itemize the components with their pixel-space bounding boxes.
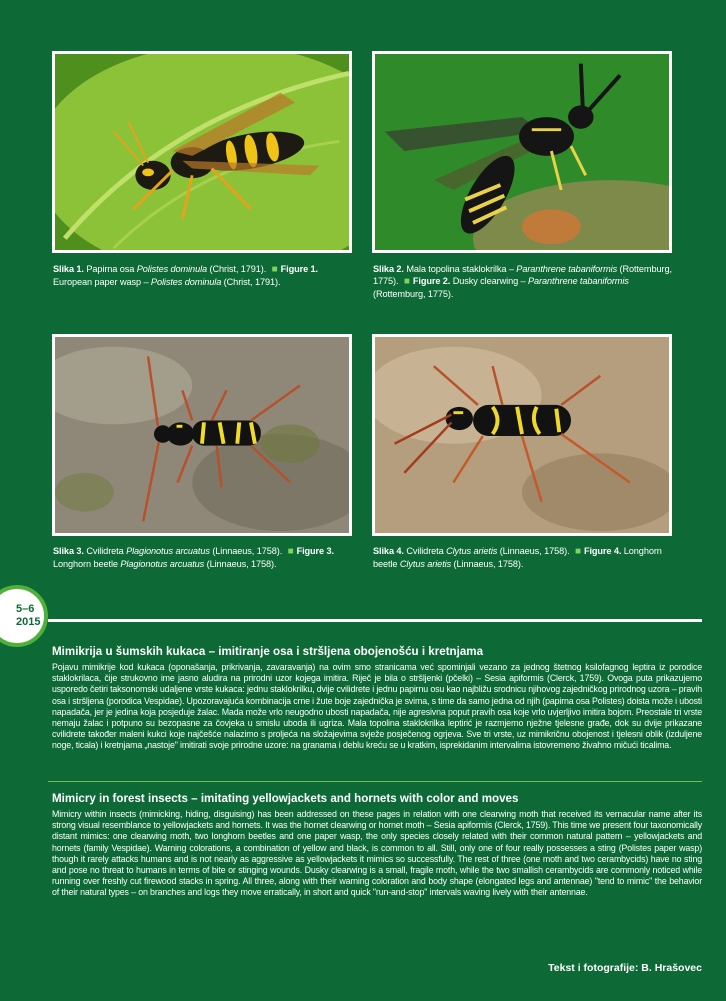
figure-1-species-en: Polistes dominula: [150, 277, 222, 287]
figure-3-species-en: Plagionotus arcuatus: [120, 559, 205, 569]
figure-4-text-hr: Cvilidreta: [403, 546, 447, 556]
figure-1-text-en: European paper wasp –: [53, 277, 151, 287]
figure-4-authority-en: (Linnaeus, 1758).: [451, 559, 524, 569]
photo-paper-wasp: [52, 51, 352, 253]
article-title-hr: Mimikrija u šumskih kukaca – imitiranje osa i stršljena obojenošću i kretnjama: [52, 645, 484, 658]
figure-3-label-en: Figure 3.: [296, 546, 334, 556]
figure-3-text-en: Longhorn beetle: [53, 559, 121, 569]
photo-clytus: [372, 334, 672, 536]
figure-2-text-en: Dusky clearwing –: [450, 276, 529, 286]
figure-2-authority-hr: (Rottemburg, 1775).: [373, 264, 672, 286]
figure-4-species-en: Clytus arietis: [399, 559, 452, 569]
figure-2-species-hr: Paranthrene tabaniformis: [516, 264, 618, 274]
article-body-hr: Pojavu mimikrije kod kukaca (oponašanja, prikrivanja, zavaravanja) na ovim smo stranicama već spominjali vezano za jednog štetnog ksilofagnog leptira iz porodice staklokrilaca, čije strukovno ime jasno aludira na prirodni uzor kojega imitira. Riječ je bila o stršljenki (pčelki) – Sesia apiformis (Clerck, 1759). Ovoga puta prikazujemo usporedo četiri taksonomski udaljene vrste kukaca: jednu staklokrilku, dvije cvilidrete i jednu papirnu osu kao najbližu srodnicu njihovog zajedničkog prirodnog uzora – pravih osa i stršljena (porodica Vespidae). Upozoravajuća kombinacija crne i žute boje zajednička je svima, s time da samo jedna od njih (papirna osa Polistes) doista može i ubosti napadača, jer je jedina koja posjeduje žalac. Mada može vrlo neugodno ubosti napadača, nije agresivna poput pravih osa koje vrlo uvjerljivo imitira bojom. Preostale tri vrste nemaju žalac i potpuno su bezopasne za čovjeka u smislu uboda ili ugriza. Mala topolina staklokrilka leptirić je razmjerno nježne tjelesne građe, dok su dvije prikazane cvilidrete također maleni kukci koje najčešće nalazimo s proljeća na složajevima svježe posječenog ogrjeva. Sve tri vrste, uz mimikričnu obojenost i tjelesni oblik (izduljene noge, ticala) i kretnjama „nastoje" imitirati svoje prirodne uzore: na granama i deblu kreću se u kratkim, isprekidanim intervalima istovremeno živahno mičući ticalima.: [52, 662, 702, 751]
figure-4-label-en: Figure 4.: [583, 546, 622, 556]
dusky-clearwing-image: [375, 54, 669, 250]
square-bullet-icon: ■: [403, 276, 410, 287]
issue-number: 5–6: [16, 603, 35, 615]
plagionotus-image: [55, 337, 349, 533]
figure-1-label-hr: Slika 1.: [53, 264, 84, 274]
figure-2-text-hr: Mala topolina staklokrilka –: [403, 264, 517, 274]
article-body-en: Mimicry within insects (mimicking, hiding, disguising) has been addressed on these pages in relation with one clearwing moth that received its vernacular name after its strong visual resemblance to yellowjackets and hornets. It was the hornet clearwing or hornet moth – Sesia apiformis (Clerck, 1759). This time we present four taxonomically distant mimics: one clearwing moth, two longhorn beetles and one paper wasp, the only species closely related with their common natural pattern – yellowjackets and hornets (family Vespidae). Warning colorations, a combination of yellow and black, is common to all. Still, only one of four really possesses a sting (Polistes paper wasp) though it rarely attacks humans and is not nearly as aggressive as yellowjackets it mimics so successfully. The rest of three (one moth and two cerambycids) have no sting and pose no threat to humans in terms of bite or stinging wounds. Dusky clearwing is a small, fragile moth, while the two smallish cerambycids are commonly noticed while running over freshly cut firewood stacks in spring. All three, along with their warning coloration and body shape (elongated legs and antennae) "tend to mimic" the behavior of their natural types – on branches and logs they move erratically, in short and quick "run-and-stop" intervals waving lively with their antennae.: [52, 809, 702, 898]
figure-1-species-hr: Polistes dominula: [136, 264, 208, 274]
square-bullet-icon: ■: [271, 264, 278, 275]
figure-2-label-hr: Slika 2.: [373, 264, 404, 274]
figure-1-authority-hr: (Christ, 1791).: [207, 264, 269, 274]
figure-3-caption: [53, 545, 353, 570]
figure-3-authority-en: (Linnaeus, 1758).: [204, 559, 277, 569]
language-divider: [48, 781, 702, 782]
square-bullet-icon: ■: [574, 546, 581, 557]
issue-year: 2015: [16, 616, 41, 628]
article-title-en: Mimicry in forest insects – imitating yellowjackets and hornets with color and moves: [52, 792, 519, 805]
figure-4-text-en: Longhorn beetle: [373, 546, 662, 569]
section-divider: [48, 619, 702, 622]
square-bullet-icon: ■: [287, 546, 294, 557]
figure-2-species-en: Paranthrene tabaniformis: [528, 276, 629, 286]
figure-3-authority-hr: (Linnaeus, 1758).: [209, 546, 285, 556]
figure-3-label-hr: Slika 3.: [53, 546, 84, 556]
author-credit: Tekst i fotografije: B. Hrašovec: [548, 962, 702, 974]
photo-plagionotus: [52, 334, 352, 536]
figure-4-label-hr: Slika 4.: [373, 546, 404, 556]
figure-3-species-hr: Plagionotus arcuatus: [126, 546, 210, 556]
photo-dusky-clearwing: [372, 51, 672, 253]
figure-4-authority-hr: (Linnaeus, 1758).: [497, 546, 572, 556]
figure-2-label-en: Figure 2.: [412, 276, 451, 286]
figure-4-species-hr: Clytus arietis: [446, 546, 498, 556]
figure-1-caption: [53, 263, 353, 288]
figure-2-caption: [373, 263, 675, 300]
issue-badge: [0, 585, 48, 647]
figure-1-authority-en: (Christ, 1791).: [221, 277, 281, 287]
clytus-image: [375, 337, 669, 533]
figure-1-text-hr: Papirna osa: [83, 264, 137, 274]
figure-1-label-en: Figure 1.: [280, 264, 318, 274]
figure-2-authority-en: (Rottemburg, 1775).: [373, 289, 454, 299]
figure-4-caption: [373, 545, 675, 570]
paper-wasp-image: [55, 54, 349, 250]
figure-3-text-hr: Cvilidreta: [83, 546, 127, 556]
